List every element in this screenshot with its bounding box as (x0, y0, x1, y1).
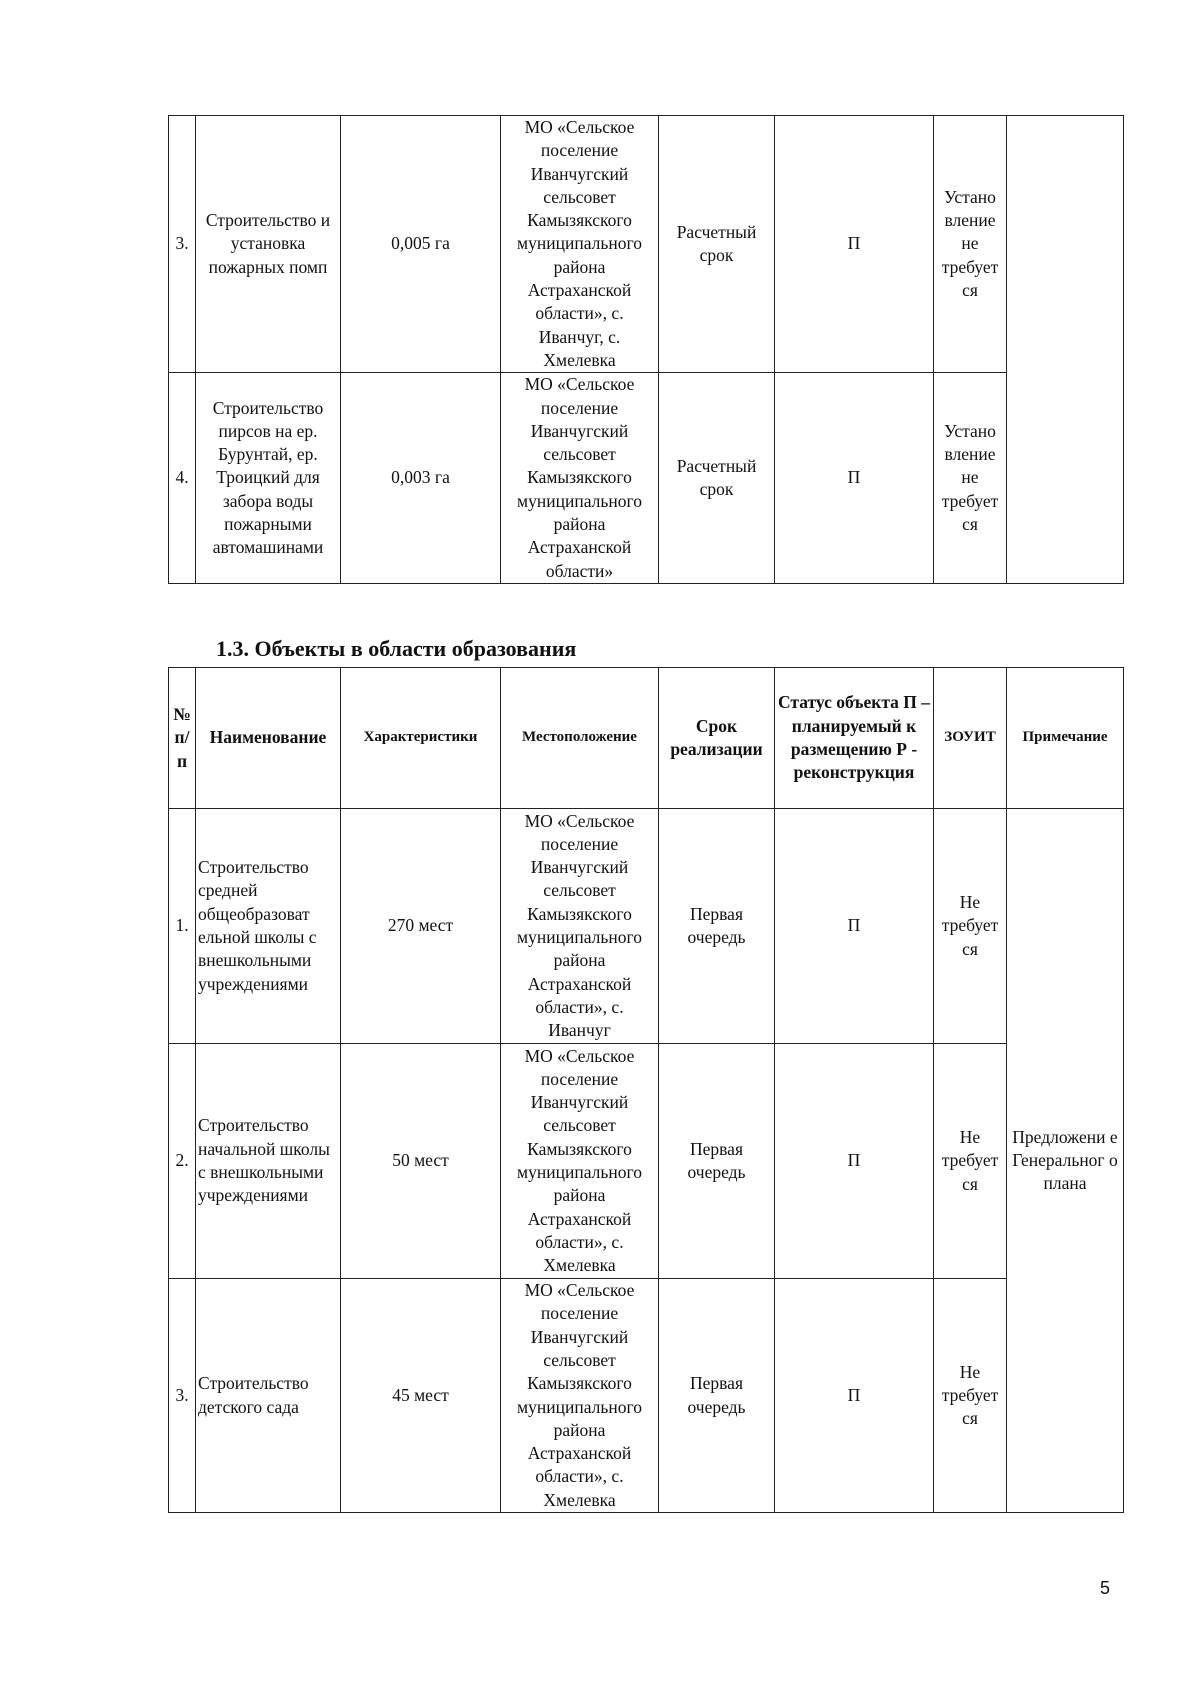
object-status: П (775, 373, 934, 584)
zouit-cell: Устано вление не требует ся (934, 373, 1007, 584)
table-row (169, 809, 1124, 1044)
education-objects-table (168, 667, 1124, 1513)
object-characteristics: 45 мест (341, 1279, 501, 1513)
object-location: МО «Сельское поселение Иванчугский сельсовет Камызякского муниципального района Астраханской области», с. Хмелевка (501, 1279, 659, 1513)
object-name: Строительство пирсов на ер. Бурунтай, ер. Троицкий для забора воды пожарными автомашинами (196, 373, 341, 584)
header-name: Наименование (196, 668, 341, 809)
section-heading: 1.3. Объекты в области образования (216, 636, 577, 661)
zouit-cell: Не требует ся (934, 809, 1007, 1044)
object-location: МО «Сельское поселение Иванчугский сельсовет Камызякского муниципального района Астраханской области» (501, 373, 659, 584)
header-zouit: ЗОУИТ (934, 668, 1007, 809)
object-name: Строительство средней общеобразоват ельной школы с внешкольными учреждениями (196, 809, 341, 1044)
object-status: П (775, 809, 934, 1044)
implementation-term: Первая очередь (659, 1044, 775, 1279)
fire-safety-objects-table (168, 115, 1124, 584)
header-note: Примечание (1007, 668, 1124, 809)
row-number: 3. (169, 116, 196, 373)
object-location: МО «Сельское поселение Иванчугский сельсовет Камызякского муниципального района Астраханской области», с. Иванчуг, с. Хмелевка (501, 116, 659, 373)
object-characteristics: 0,005 га (341, 116, 501, 373)
table-row (169, 373, 1124, 584)
object-characteristics: 50 мест (341, 1044, 501, 1279)
object-characteristics: 0,003 га (341, 373, 501, 584)
row-number: 1. (169, 809, 196, 1044)
object-name: Строительство детского сада (196, 1279, 341, 1513)
table-row (169, 1044, 1124, 1279)
object-name: Строительство и установка пожарных помп (196, 116, 341, 373)
table-row (169, 116, 1124, 373)
table-row (169, 1279, 1124, 1513)
row-number: 3. (169, 1279, 196, 1513)
object-location: МО «Сельское поселение Иванчугский сельсовет Камызякского муниципального района Астраханской области», с. Хмелевка (501, 1044, 659, 1279)
object-status: П (775, 1279, 934, 1513)
header-status: Статус объекта П – планируемый к размещению Р - реконструкция (775, 668, 934, 809)
object-name: Строительство начальной школы с внешкольными учреждениями (196, 1044, 341, 1279)
zouit-cell: Не требует ся (934, 1279, 1007, 1513)
object-location: МО «Сельское поселение Иванчугский сельсовет Камызякского муниципального района Астраханской области», с. Иванчуг (501, 809, 659, 1044)
implementation-term: Расчетный срок (659, 373, 775, 584)
table-header-row (169, 668, 1124, 809)
zouit-cell: Не требует ся (934, 1044, 1007, 1279)
header-characteristics: Характеристики (341, 668, 501, 809)
row-number: 4. (169, 373, 196, 584)
header-number: № п/п (169, 668, 196, 809)
zouit-cell: Устано вление не требует ся (934, 116, 1007, 373)
note-cell: Предложени е Генеральног о плана (1007, 809, 1124, 1513)
object-status: П (775, 116, 934, 373)
page-number: 5 (1100, 1578, 1111, 1598)
implementation-term: Первая очередь (659, 809, 775, 1044)
header-term: Срок реализации (659, 668, 775, 809)
implementation-term: Расчетный срок (659, 116, 775, 373)
header-location: Местоположение (501, 668, 659, 809)
note-cell (1007, 116, 1124, 584)
row-number: 2. (169, 1044, 196, 1279)
object-characteristics: 270 мест (341, 809, 501, 1044)
object-status: П (775, 1044, 934, 1279)
implementation-term: Первая очередь (659, 1279, 775, 1513)
